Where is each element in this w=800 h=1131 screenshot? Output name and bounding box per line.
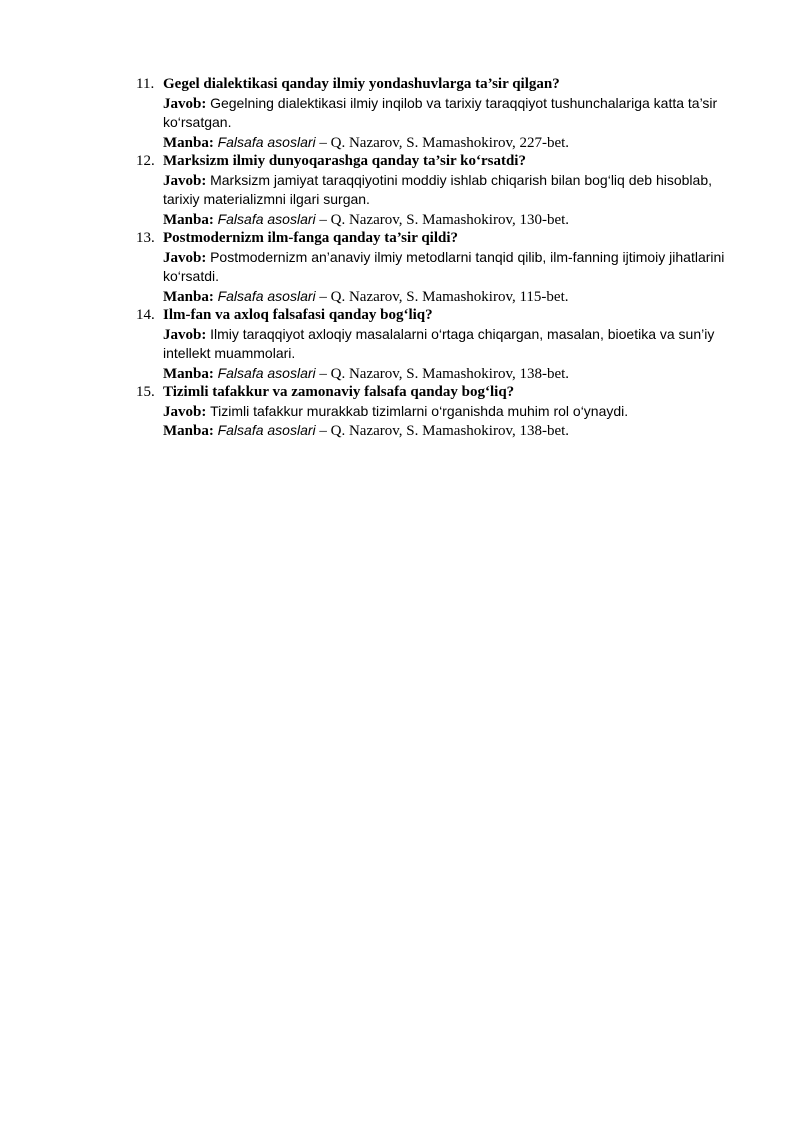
source-line: [163, 421, 726, 441]
item-number: 12.: [136, 153, 155, 169]
list-item: [136, 383, 726, 441]
question-text: Tizimli tafakkur va zamonaviy falsafa qanday bog‘liq?: [163, 384, 515, 400]
source-label: Manba:: [163, 288, 214, 305]
source-details: – Q. Nazarov, S. Mamashokirov, 138-bet.: [319, 423, 570, 439]
answer-label: Javob:: [163, 172, 207, 189]
answer-label: Javob:: [163, 95, 207, 112]
list-item: [136, 229, 726, 306]
source-label: Manba:: [163, 423, 214, 439]
item-number: 14.: [136, 307, 155, 323]
list-item: [136, 306, 726, 383]
source-book: Falsafa asoslari: [217, 364, 316, 381]
answer-text: Postmodernizm an’anaviy ilmiy metodlarni tanqid qilib, ilm-fanning ijtimoiy jihatlarini ko‘rsatdi.: [163, 248, 725, 284]
list-item: [136, 152, 726, 229]
question-answer-list: [136, 75, 726, 441]
source-book: Falsafa asoslari: [217, 210, 316, 227]
answer-line: [163, 171, 726, 210]
answer-text: Tizimli tafakkur murakkab tizimlarni o‘rganishda muhim rol o‘ynaydi.: [210, 402, 629, 419]
source-book: Falsafa asoslari: [217, 287, 316, 304]
answer-line: [163, 325, 726, 364]
item-number: 11.: [136, 76, 155, 92]
answer-line: [163, 94, 726, 133]
source-line: [163, 133, 726, 153]
question-text: Gegel dialektikasi qanday ilmiy yondashuvlarga ta’sir qilgan?: [163, 76, 560, 92]
source-label: Manba:: [163, 365, 214, 382]
answer-text: Marksizm jamiyat taraqqiyotini moddiy ishlab chiqarish bilan bog‘liq deb hisoblab, tarixiy materializmni ilgari surgan.: [163, 171, 713, 207]
source-book: Falsafa asoslari: [217, 133, 316, 150]
answer-label: Javob:: [163, 403, 207, 420]
source-details: – Q. Nazarov, S. Mamashokirov, 227-bet.: [319, 134, 570, 151]
source-details: – Q. Nazarov, S. Mamashokirov, 115-bet.: [319, 288, 569, 305]
source-line: [163, 210, 726, 230]
source-line: [163, 287, 726, 307]
list-item: [136, 75, 726, 152]
question-text: Postmodernizm ilm-fanga qanday ta’sir qildi?: [163, 230, 459, 246]
answer-label: Javob:: [163, 326, 207, 343]
answer-line: [163, 402, 726, 422]
answer-text: Ilmiy taraqqiyot axloqiy masalalarni o‘rtaga chiqargan, masalan, bioetika va sun’iy intellekt muammolari.: [163, 325, 715, 361]
source-line: [163, 364, 726, 384]
answer-line: [163, 248, 726, 287]
source-book: Falsafa asoslari: [217, 422, 316, 438]
question-text: Marksizm ilmiy dunyoqarashga qanday ta’sir ko‘rsatdi?: [163, 153, 526, 169]
answer-text: Gegelning dialektikasi ilmiy inqilob va tarixiy taraqqiyot tushunchalariga katta ta’sir ko‘rsatgan.: [163, 94, 718, 130]
source-label: Manba:: [163, 211, 214, 228]
question-text: Ilm-fan va axloq falsafasi qanday bog‘liq?: [163, 307, 433, 323]
source-label: Manba:: [163, 134, 214, 151]
item-number: 13.: [136, 230, 155, 246]
answer-label: Javob:: [163, 249, 207, 266]
item-number: 15.: [136, 384, 155, 400]
source-details: – Q. Nazarov, S. Mamashokirov, 130-bet.: [319, 211, 570, 228]
source-details: – Q. Nazarov, S. Mamashokirov, 138-bet.: [319, 365, 570, 382]
